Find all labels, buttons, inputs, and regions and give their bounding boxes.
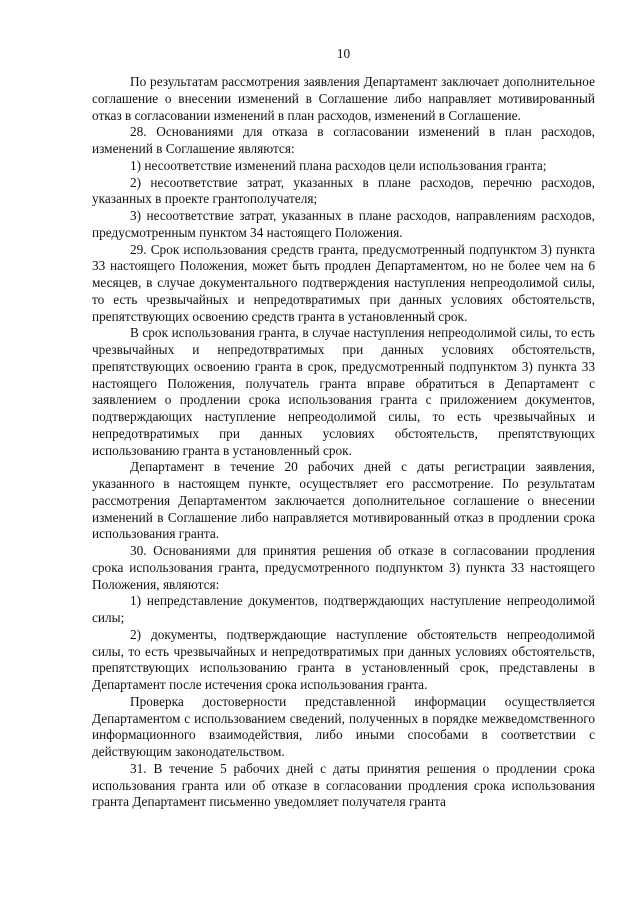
list-item: 1) непредставление документов, подтверждающих наступление непреодолимой силы;: [92, 593, 595, 625]
paragraph: 29. Срок использования средств гранта, предусмотренный подпунктом 3) пункта 33 настоящего Положения, может быть продлен Департаментом, но не более чем на 6 месяцев, в случае документального подтверждения наступления непреодолимой силы, то есть чрезвычайных и непредотвратимых при данных условиях обстоятельств, препятствующих освоению средств гранта в установленный срок.: [92, 241, 595, 324]
paragraph: 30. Основаниями для принятия решения об отказе в согласовании продления срока использования гранта, предусмотренного подпунктом 3) пункта 33 настоящего Положения, являются:: [92, 543, 595, 592]
document-body: [92, 74, 595, 811]
paragraph: Департамент в течение 20 рабочих дней с даты регистрации заявления, указанного в настоящем пункте, осуществляет его рассмотрение. По результатам рассмотрения Департаментом заключается дополнительное соглашение о внесении изменений в Соглашение либо направляется мотивированный отказ в продлении срока использования гранта.: [92, 459, 595, 542]
paragraph: В срок использования гранта, в случае наступления непреодолимой силы, то есть чрезвычайных и непредотвратимых при данных условиях обстоятельств, препятствующих освоению гранта в срок, предусмотренный подпунктом 3) пункта 33 настоящего Положения, получатель гранта вправе обратиться в Департамент с заявлением о продлении срока использования гранта с приложением документов, подтверждающих наступление непреодолимой силы, то есть чрезвычайных и непредотвратимых при данных условиях обстоятельств, препятствующих использованию гранта в установленный срок.: [92, 325, 595, 458]
paragraph: По результатам рассмотрения заявления Департамент заключает дополнительное соглашение о внесении изменений в Соглашение либо направляет мотивированный отказ в согласовании изменений в план расходов, изменений в Соглашение.: [92, 74, 595, 123]
list-item: 2) несоответствие затрат, указанных в плане расходов, перечню расходов, указанных в проекте грантополучателя;: [92, 174, 595, 207]
list-item: 2) документы, подтверждающие наступление обстоятельств непреодолимой силы, то есть чрезвычайных и непредотвратимых при данных условиях обстоятельств, препятствующих использованию гранта в установленный срок, представлены в Департамент после истечения срока использования гранта.: [92, 626, 595, 692]
page-number: 10: [336, 46, 351, 61]
paragraph: Проверка достоверности представленной информации осуществляется Департаментом с использованием сведений, полученных в порядке межведомственного информационного взаимодействия, либо иными способами в соответствии с действующим законодательством.: [92, 693, 595, 759]
paragraph: 28. Основаниями для отказа в согласовании изменений в план расходов, изменений в Соглашение являются:: [92, 124, 595, 156]
paragraph: 31. В течение 5 рабочих дней с даты принятия решения о продлении срока использования гранта или об отказе в согласовании продления срока использования гранта Департамент письменно уведомляет получателя гранта: [92, 760, 595, 810]
list-item: 1) несоответствие изменений плана расходов цели использования гранта;: [130, 157, 547, 173]
list-item: 3) несоответствие затрат, указанных в плане расходов, направлениям расходов, предусмотренным пунктом 34 настоящего Положения.: [92, 208, 595, 240]
